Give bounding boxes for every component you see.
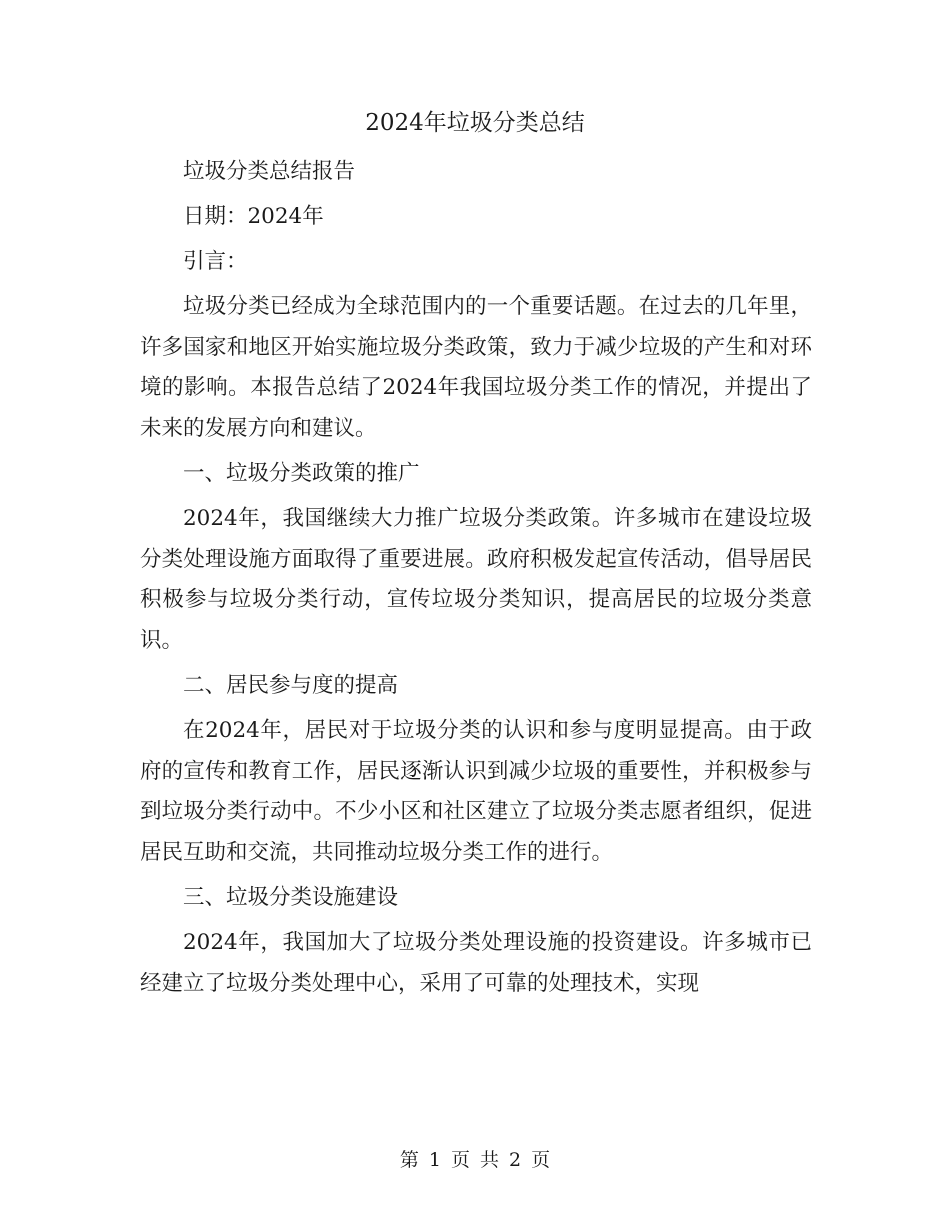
report-date: 日期：2024年 (183, 204, 324, 230)
section-paragraph-1: 2024年，我国继续大力推广垃圾分类政策。许多城市在建设垃圾分类处理设施方面取得了重要进展。政府积极发起宣传活动，倡导居民积极参与垃圾分类行动，宣传垃圾分类知识，提高居民的垃圾分类意识。 (140, 506, 812, 654)
document-body (140, 152, 812, 1009)
section-heading-3: 三、垃圾分类设施建设 (183, 885, 399, 911)
section-paragraph-3: 2024年，我国加大了垃圾分类处理设施的投资建设。许多城市已经建立了垃圾分类处理中心，采用了可靠的处理技术，实现 (140, 930, 812, 996)
intro-label: 引言： (183, 249, 248, 275)
section-paragraph-2: 在2024年，居民对于垃圾分类的认识和参与度明显提高。由于政府的宣传和教育工作，居民逐渐认识到减少垃圾的重要性，并积极参与到垃圾分类行动中。不少小区和社区建立了垃圾分类志愿者组织，促进居民互助和交流，共同推动垃圾分类工作的进行。 (140, 718, 812, 865)
intro-paragraph: 垃圾分类已经成为全球范围内的一个重要话题。在过去的几年里，许多国家和地区开始实施垃圾分类政策，致力于减少垃圾的产生和对环境的影响。本报告总结了2024年我国垃圾分类工作的情况，并提出了未来的发展方向和建议。 (140, 294, 812, 442)
document-title: 2024年垃圾分类总结 (365, 110, 585, 136)
section-heading-1: 一、垃圾分类政策的推广 (183, 461, 420, 487)
report-subtitle: 垃圾分类总结报告 (183, 159, 356, 184)
section-heading-2: 二、居民参与度的提高 (183, 673, 399, 699)
page-footer: 第 1 页 共 2 页 (399, 1149, 551, 1171)
